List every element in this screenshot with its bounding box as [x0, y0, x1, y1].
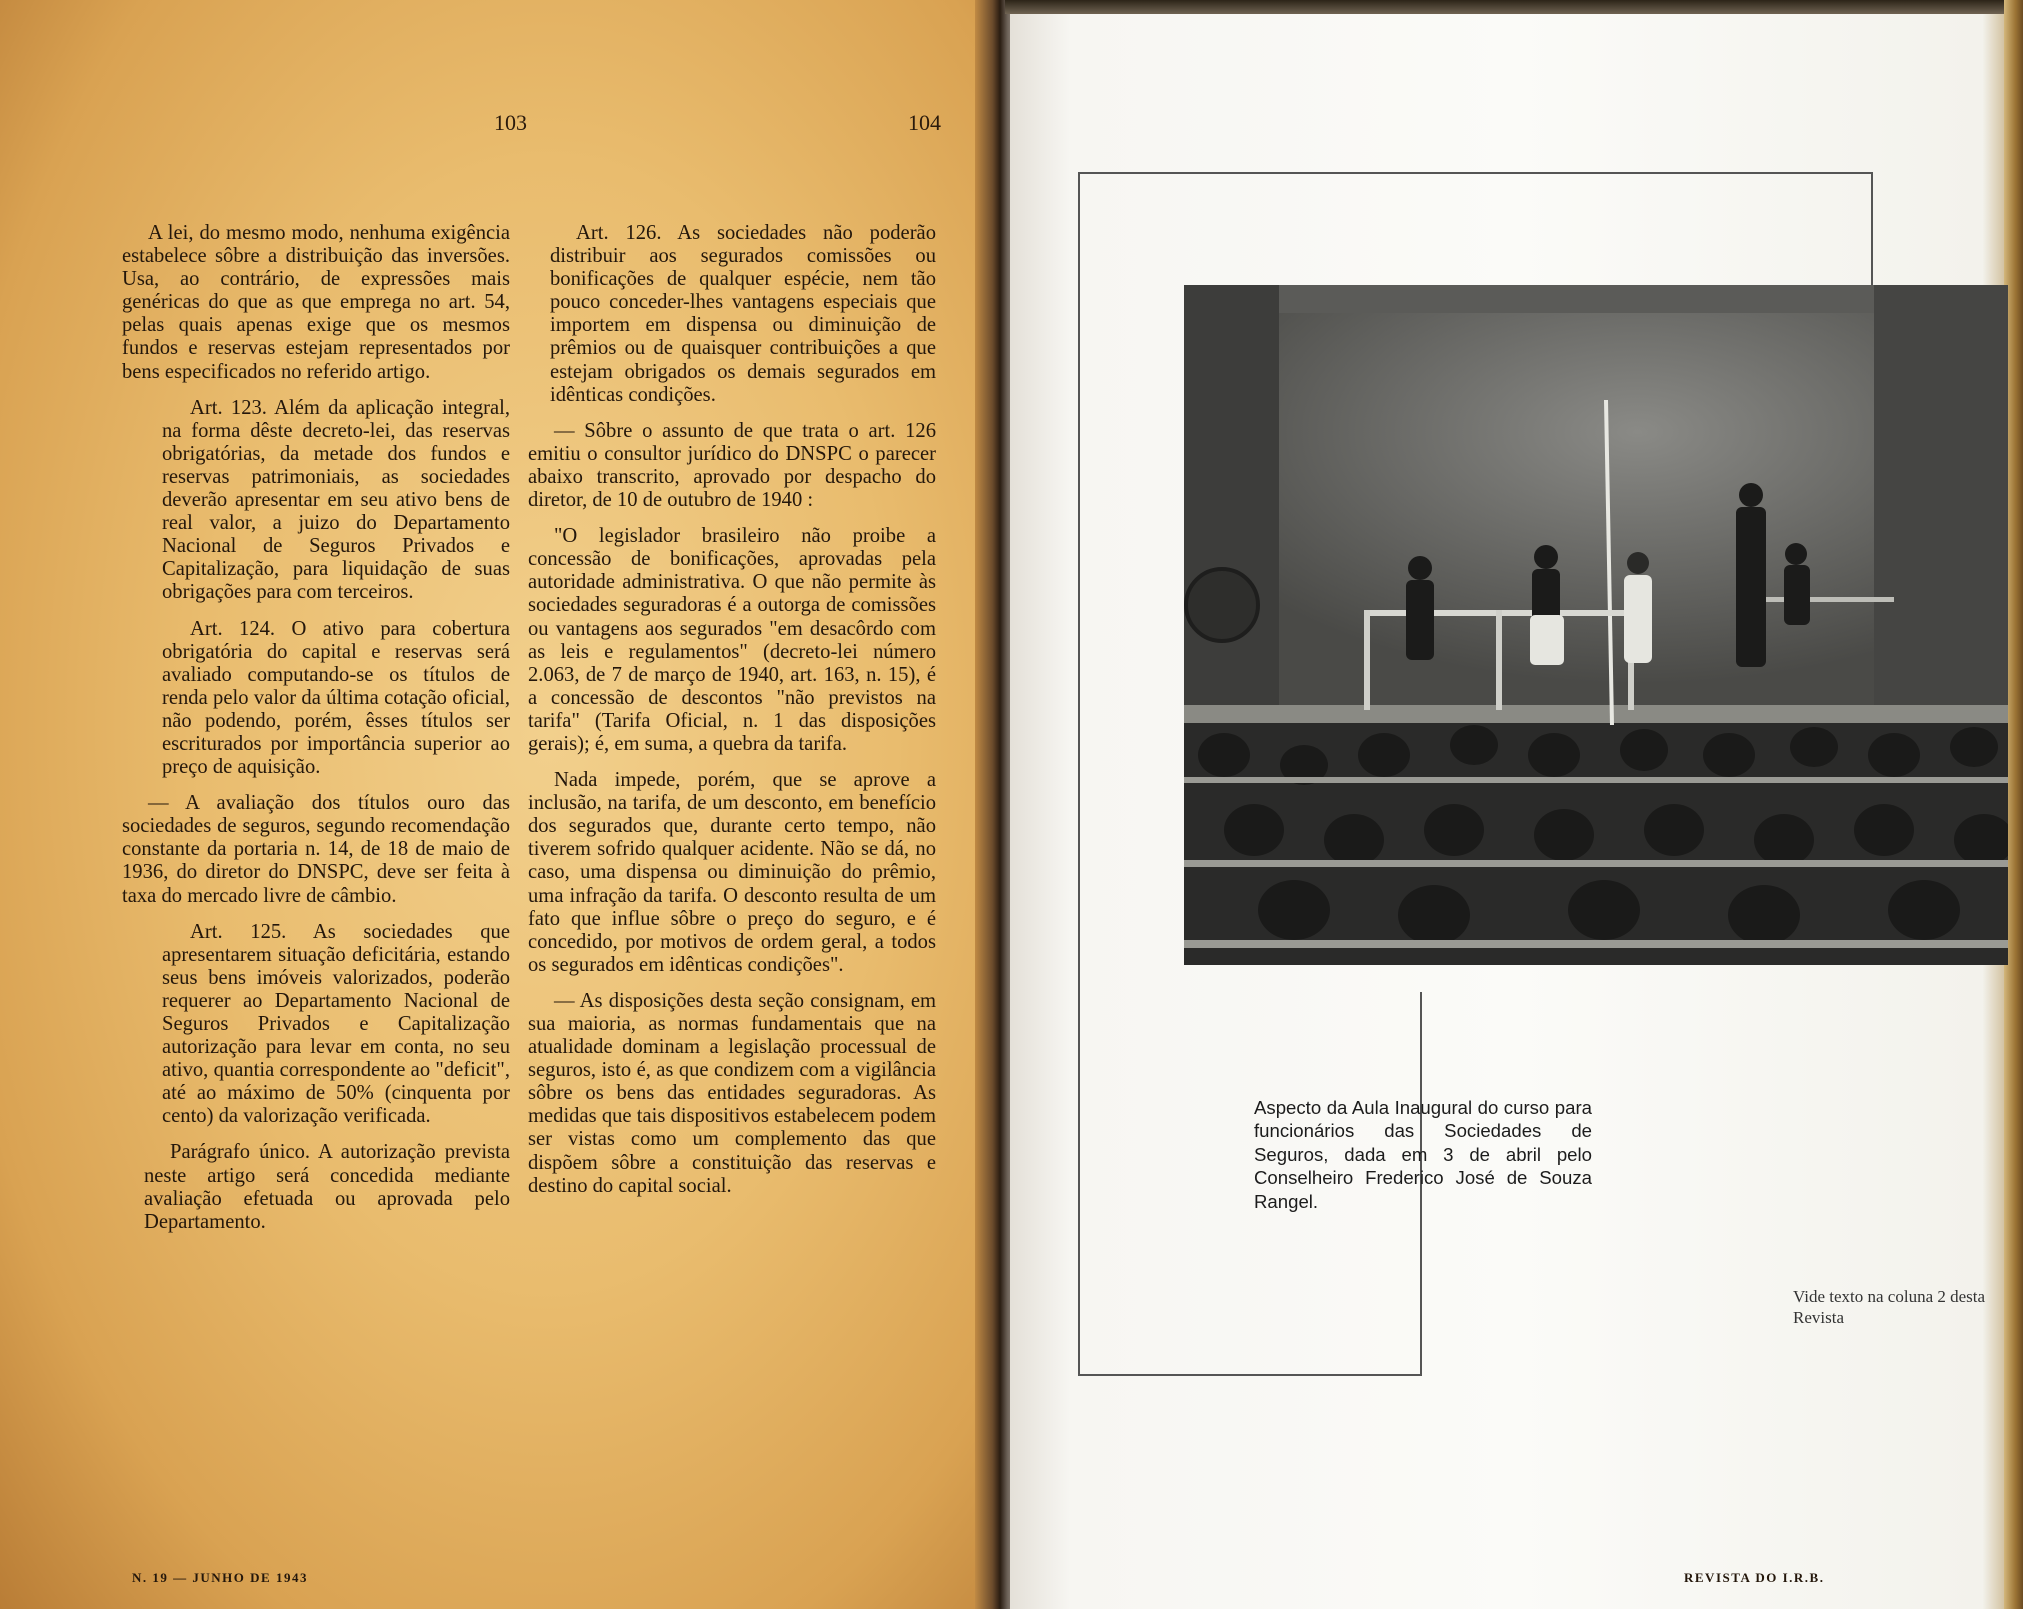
- auditorium-photo: [1184, 285, 2008, 965]
- right-text-column: [528, 222, 936, 1211]
- paragraph-art-126: Art. 126. As sociedades não poderão distribuir aos segurados comissões ou bonificações de qualquer espécie, nem tão pouco conceder-lhes vantagens especiais que importem em dispensa ou diminuição de prêmios ou de quaisquer contribuições a que estejam obrigados os demais segurados em idênticas condições.: [550, 222, 936, 406]
- paragraph-art-125: Art. 125. As sociedades que apresentarem situação deficitária, estando seus bens imóveis valorizados, poderão requerer ao Departamento Nacional de Seguros Privados e Capitalização autorização para levar em conta, no seu ativo, quantia correspondente ao "deficit", até ao máximo de 50% (cinquenta por cento) da valorização verificada.: [162, 920, 510, 1128]
- page-number-103: 103: [494, 110, 527, 135]
- footer-magazine: REVISTA DO I.R.B.: [1684, 1570, 1825, 1585]
- paragraph: — Sôbre o assunto de que trata o art. 126 emitiu o consultor jurídico do DNSPC o parecer abaixo transcrito, aprovado por despacho do diretor, de 10 de outubro de 1940 :: [528, 419, 936, 512]
- paragraph: A lei, do mesmo modo, nenhuma exigência estabelece sôbre a distribuição das inversões. Usa, ao contrário, de expressões mais genéricas do que as que emprega no art. 54, pelas quais apenas exige que os mesmos fundos e reservas estejam representados por bens especificados no referido artigo.: [122, 222, 510, 383]
- page-number-104: 104: [908, 110, 941, 135]
- reference-note: Vide texto na coluna 2 desta Revista: [1793, 1287, 1986, 1327]
- paragraph: — As disposições desta seção consignam, em sua maioria, as normas fundamentais que na atualidade dominam a legislação processual de seguros, isto é, as que condizem com a vigilância sôbre os bens das entidades seguradoras. As medidas que tais dispositivos estabelecem podem ser vistas como um complemento das que dispõem sôbre a constituição das reservas e destino do capital social.: [528, 989, 936, 1197]
- left-text-column: [122, 222, 510, 1247]
- paragraph: — A avaliação dos títulos ouro das sociedades de seguros, segundo recomendação constante da portaria n. 14, de 18 de maio de 1936, do diretor do DNSPC, deve ser feita à taxa do mercado livre de câmbio.: [122, 792, 510, 907]
- photo-caption: Aspecto da Aula Inaugural do curso para funcionários das Sociedades de Seguros, dada em 3 de abril pelo Conselheiro Frederico José de Souza Rangel.: [1254, 1097, 1592, 1212]
- paragraph-art-124: Art. 124. O ativo para cobertura obrigatória do capital e reservas será avaliado computando-se os títulos de renda pelo valor da última cotação oficial, não podendo, porém, êsses títulos ser escriturados por importância superior ao preço de aquisição.: [162, 617, 510, 779]
- frame-line: [1871, 172, 1873, 292]
- auditorium-photo-drawing: [1184, 285, 2008, 965]
- paragraph: Nada impede, porém, que se aprove a inclusão, na tarifa, de um desconto, em benefício dos segurados que, durante certo tempo, não tiverem sofrido qualquer acidente. Não se dá, no caso, uma dispensa ou diminuição do prêmio, uma infração da tarifa. O desconto resulta de um fato que influe sôbre o preço do seguro, e é concedido, por motivos de ordem geral, a todos os segurados em idênticas condições".: [528, 769, 936, 976]
- footer-issue: N. 19 — JUNHO DE 1943: [132, 1570, 308, 1585]
- frame-line: [1078, 1374, 1420, 1376]
- page-top-shadow: [1005, 0, 2023, 14]
- frame-line: [1078, 172, 1080, 1375]
- paragraph-art-123: Art. 123. Além da aplicação integral, na forma dêste decreto-lei, das reservas obrigatórias, da metade dos fundos e reservas patrimoniais, as sociedades deverão apresentar em seu ativo bens de real valor, a juizo do Departamento Nacional de Seguros Privados e Capitalização, para liquidação de suas obrigações para com terceiros.: [162, 396, 510, 604]
- frame-line: [1078, 172, 1872, 174]
- paragraph-quote: "O legislador brasileiro não proibe a concessão de bonificações, aprovadas pela autoridade administrativa. O que não permite às sociedades seguradoras é a outorga de comissões ou vantagens aos segurados "em desacôrdo com as leis e regulamentos" (decreto-lei número 2.063, de 7 de março de 1940, art. 163, n. 15), é a concessão de descontos "não previstos na tarifa" (Tarifa Oficial, n. 1 das disposições gerais); é, em suma, a quebra da tarifa.: [528, 525, 936, 755]
- left-page: [0, 0, 995, 1609]
- paragraph-unico: Parágrafo único. A autorização prevista neste artigo será concedida mediante avaliação efetuada ou aprovada pelo Departamento.: [144, 1141, 510, 1233]
